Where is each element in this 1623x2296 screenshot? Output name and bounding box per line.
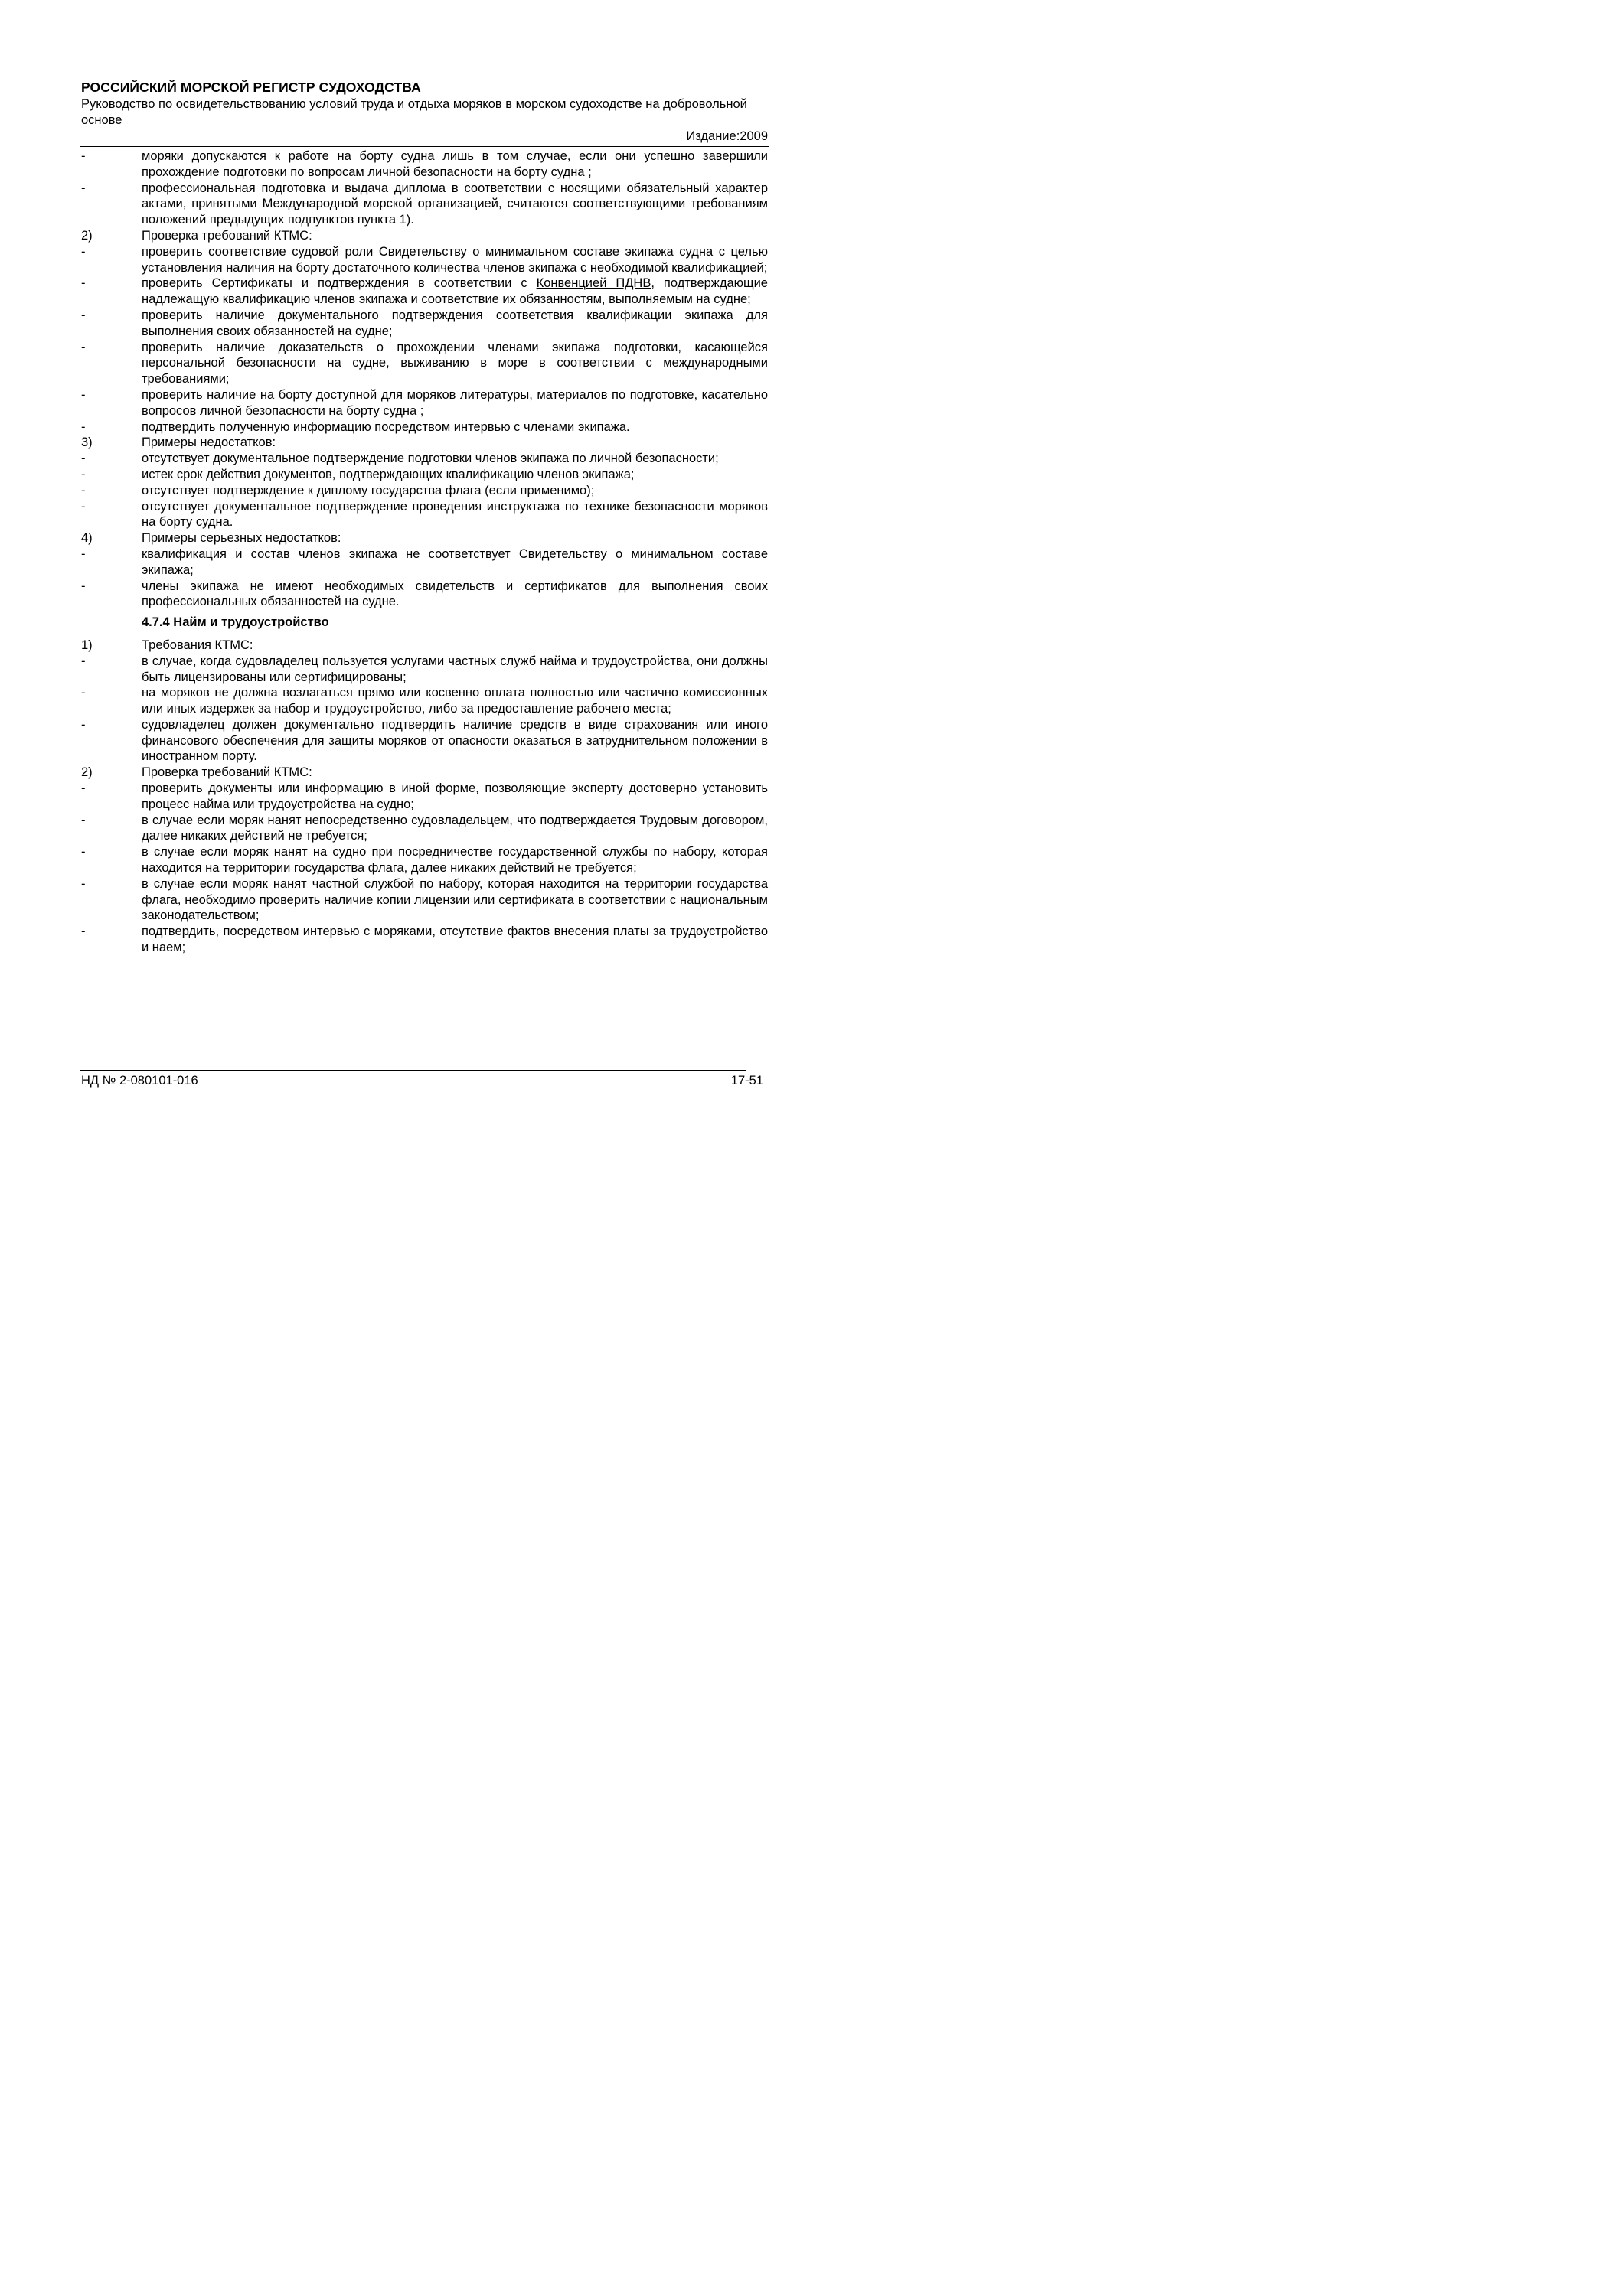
list-item	[81, 340, 768, 387]
list-item	[81, 499, 768, 531]
list-text: проверить соответствие судовой роли Свидетельству о минимальном составе экипажа судна с целью установления наличия на борту достаточного количества членов экипажа с необходимой квалификацией;	[142, 244, 768, 275]
list-item	[81, 924, 768, 956]
list-text: истек срок действия документов, подтверждающих квалификацию членов экипажа;	[142, 467, 635, 481]
list-marker: 3)	[81, 435, 93, 450]
list-text: отсутствует документальное подтверждение проведения инструктажа по технике безопасности моряков на борту судна.	[142, 499, 768, 530]
text-segment: , подтверждающие надлежащую квалификацию членов экипажа и соответствие их обязанностям, выполняемым на судне;	[142, 276, 768, 307]
list-marker: -	[81, 499, 86, 514]
list-item	[81, 483, 768, 499]
list-item	[81, 876, 768, 924]
list-marker: -	[81, 717, 86, 732]
list-text: члены экипажа не имеют необходимых свидетельств и сертификатов для выполнения своих профессиональных обязанностей на судне.	[142, 579, 768, 609]
list-marker: -	[81, 419, 86, 434]
list-marker: 2)	[81, 228, 93, 243]
list-marker: -	[81, 579, 86, 593]
list-item	[81, 685, 768, 717]
list-marker: -	[81, 244, 86, 259]
list-item	[81, 244, 768, 276]
list-marker: -	[81, 181, 86, 195]
list-text: Примеры недостатков:	[142, 435, 276, 450]
list-item	[81, 530, 768, 546]
section-heading: 4.7.4 Найм и трудоустройство	[142, 615, 329, 630]
list-text: подтвердить, посредством интервью с моряками, отсутствие фактов внесения платы за трудоустройство и наем;	[142, 925, 768, 955]
list-item	[81, 844, 768, 876]
list-marker: 1)	[81, 638, 93, 652]
list-text: в случае если моряк нанят на судно при посредничестве государственной службы по набору, которая находится на территории государства флага, далее никаких действий не требуется;	[142, 845, 768, 876]
document-page	[0, 0, 842, 1191]
list-text: проверить документы или информацию в иной форме, позволяющие эксперту достоверно установить процесс найма или трудоустройства на судно;	[142, 781, 768, 811]
page-number: 17-51	[730, 1074, 763, 1088]
list-item	[81, 387, 768, 419]
list-text: квалификация и состав членов экипажа не соответствует Свидетельству о минимальном составе экипажа;	[142, 546, 768, 577]
list-marker: -	[81, 452, 86, 466]
list-item	[81, 228, 768, 244]
list-item	[81, 717, 768, 765]
list-text: отсутствует подтверждение к диплому государства флага (если применимо);	[142, 483, 595, 497]
document-number: НД № 2-080101-016	[81, 1074, 198, 1088]
document-body	[81, 148, 768, 956]
list-text	[142, 276, 768, 308]
list-text: Проверка требований КТМС:	[142, 228, 312, 243]
organization-title: РОССИЙСКИЙ МОРСКОЙ РЕГИСТР СУДОХОДСТВА	[81, 80, 421, 95]
list-marker: -	[81, 654, 86, 668]
list-marker: -	[81, 876, 86, 891]
list-text: в случае, когда судовладелец пользуется услугами частных служб найма и трудоустройства, они должны быть лицензированы или сертифицированы;	[142, 654, 768, 684]
list-marker: -	[81, 276, 86, 291]
list-marker: -	[81, 845, 86, 859]
list-item	[81, 435, 768, 451]
list-item	[81, 638, 768, 654]
list-item	[81, 148, 768, 181]
list-marker: -	[81, 686, 86, 700]
list-item	[81, 654, 768, 686]
list-item	[81, 451, 768, 467]
list-item	[81, 181, 768, 228]
list-marker: -	[81, 387, 86, 402]
list-item	[81, 467, 768, 483]
list-text: судовладелец должен документально подтвердить наличие средств в виде страхования или иного финансового обеспечения для защиты моряков от опасности оказаться в затруднительном положении в иностранном порту.	[142, 717, 768, 764]
list-marker: 2)	[81, 765, 93, 780]
list-text: Примеры серьезных недостатков:	[142, 531, 341, 546]
list-text: в случае если моряк нанят непосредственно судовладельцем, что подтверждается Трудовым договором, далее никаких действий не требуется;	[142, 813, 768, 843]
list-marker: -	[81, 483, 86, 497]
list-item	[81, 813, 768, 845]
list-text: проверить наличие на борту доступной для моряков литературы, материалов по подготовке, касательно вопросов личной безопасности на борту судна ;	[142, 387, 768, 418]
convention-stcw-link[interactable]: Конвенцией ПДНВ	[536, 276, 651, 291]
list-text: моряки допускаются к работе на борту судна лишь в том случае, если они успешно завершили прохождение подготовки по вопросам личной безопасности на борту судна ;	[142, 149, 768, 179]
list-item	[81, 781, 768, 813]
list-text: Проверка требований КТМС:	[142, 765, 312, 780]
list-text: проверить наличие документального подтверждения соответствия квалификации экипажа для выполнения своих обязанностей на судне;	[142, 308, 768, 338]
list-marker: -	[81, 340, 86, 354]
list-marker: -	[81, 546, 86, 561]
list-text: профессиональная подготовка и выдача диплома в соответствии с носящими обязательный характер актами, принятыми Международной морской организацией, считаются соответствующими требованиям положений предыдущих подпунктов пункта 1).	[142, 181, 768, 227]
list-text: в случае если моряк нанят частной службой по набору, которая находится на территории государства флага, необходимо проверить наличие копии лицензии или сертификата в соответствии с национальным законодательством;	[142, 876, 768, 923]
list-item	[81, 765, 768, 781]
list-item	[81, 579, 768, 611]
list-marker: -	[81, 467, 86, 481]
text-segment: проверить Сертификаты и подтверждения в соответствии с	[142, 276, 537, 291]
list-text: отсутствует документальное подтверждение подготовки членов экипажа по личной безопасности;	[142, 452, 719, 466]
list-marker: 4)	[81, 531, 93, 546]
document-subtitle: Руководство по освидетельствованию условий труда и отдыха моряков в морском судоходстве на добровольной основе	[81, 97, 747, 127]
list-item	[81, 419, 768, 435]
list-text: Требования КТМС:	[142, 638, 253, 652]
footer-divider	[80, 1070, 746, 1071]
list-marker: -	[81, 925, 86, 939]
list-marker: -	[81, 781, 86, 796]
list-text: на моряков не должна возлагаться прямо или косвенно оплата полностью или частично комиссионных или иных издержек за набор и трудоустройство, либо за предоставление рабочего места;	[142, 686, 768, 716]
list-marker: -	[81, 149, 86, 163]
list-item	[81, 276, 768, 308]
list-marker: -	[81, 813, 86, 827]
list-item	[81, 546, 768, 579]
edition-label: Издание:2009	[686, 129, 768, 143]
list-text: подтвердить полученную информацию посредством интервью с членами экипажа.	[142, 419, 630, 434]
list-text: проверить наличие доказательств о прохождении членами экипажа подготовки, касающейся персональной безопасности на судне, выживанию в море в соответствии с международными требованиями;	[142, 340, 768, 386]
list-marker: -	[81, 308, 86, 322]
header-divider	[80, 146, 769, 147]
list-item	[81, 308, 768, 340]
